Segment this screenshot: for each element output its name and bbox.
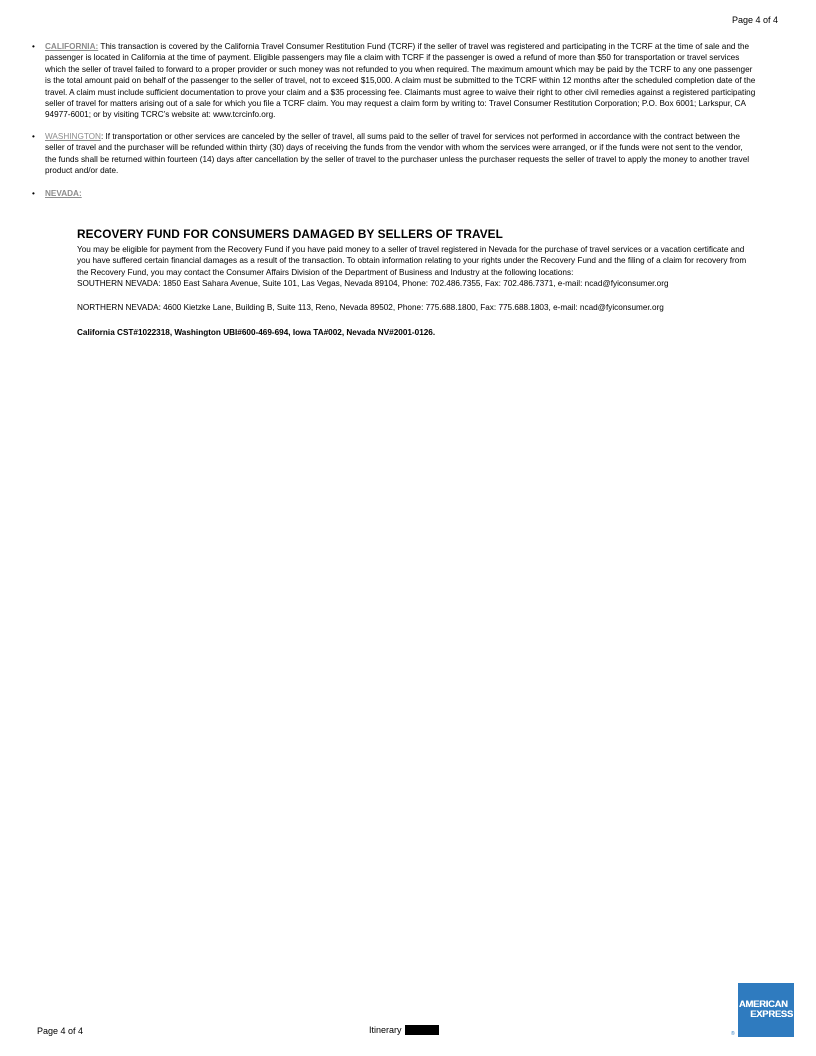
nevada-recovery-heading: RECOVERY FUND FOR CONSUMERS DAMAGED BY SELLERS OF TRAVEL <box>77 227 503 241</box>
registration-numbers: California CST#1022318, Washington UBI#600-469-694, Iowa TA#002, Nevada NV#2001-0126. <box>77 328 436 338</box>
footer-itinerary <box>369 1025 439 1035</box>
northern-nevada-address: NORTHERN NEVADA: 4600 Kietzke Lane, Building B, Suite 113, Reno, Nevada 89502, Phone: 775.688.1800, Fax: 775.688.1803, e-mail: ncad@fyiconsumer.org <box>77 302 664 312</box>
registered-mark-icon: ® <box>731 1031 735 1037</box>
washington-label: WASHINGTON <box>45 131 101 141</box>
itinerary-label: Itinerary <box>369 1025 402 1035</box>
california-text: This transaction is covered by the California Travel Consumer Restitution Fund (TCRF) if the seller of travel was registered and participating in the TCRF at the time of sale and the passenger is located in California at the time of payment. Eligible passengers may file a claim with TCRF if the passenger is owed a refund of more than $50 for transportation or travel services which the seller of travel failed to forward to a proper provider or such money was not refunded to you when required. The maximum amount which may be paid by the TCRF to any one passenger is the total amount paid on behalf of the passenger to the seller of travel, not to exceed $15,000. A claim must be submitted to the TCRF within 12 months after the scheduled completion date of the travel. A claim must include sufficient documentation to prove your claim and a $35 processing fee. Claimants must agree to waive their right to other civil remedies against a registered participating seller of travel for matters arising out of a sale for which you file a TCRF claim. You may request a claim form by writing to: Travel Consumer Restitution Corporation; P.O. Box 6001; Larkspur, CA 94977-6001; or by visiting TCRC’s website at: www.tcrcinfo.org. <box>45 42 756 120</box>
bullet-icon: • <box>32 189 35 199</box>
washington-text: : If transportation or other services are canceled by the seller of travel, all sums paid to the seller of travel for services not performed in accordance with the contract between the seller of travel and the purchaser will be refunded within thirty (30) days of receiving the funds from the vendor with whom the services were arranged, or if the funds were not sent to the vendor, the funds shall be returned within fourteen (14) days after cancellation by the seller of travel to the purchaser unless the purchaser requests the seller of travel to apply the money to another travel product and/or date. <box>45 131 750 176</box>
header-page-number: Page 4 of 4 <box>731 15 778 25</box>
nevada-recovery-paragraph: You may be eligible for payment from the Recovery Fund if you have paid money to a seller of travel registered in Nevada for the purchase of travel services or a vacation certificate and you have suffered certain financial damages as a result of the transaction. To obtain information relating to your rights under the Recovery Fund and the filing of a claim for recovery from the Recovery Fund, you may contact the Consumer Affairs Division of the Department of Business and Industry at the following locations: <box>77 245 747 277</box>
footer-page-number: Page 4 of 4 <box>37 1026 84 1036</box>
disclosures-list <box>32 41 756 200</box>
nevada-disclosure <box>32 188 756 199</box>
logo-line-american: AMERICAN <box>739 999 788 1010</box>
bullet-icon: • <box>32 42 35 51</box>
bullet-icon: • <box>32 131 35 141</box>
california-label: CALIFORNIA: <box>45 42 99 51</box>
american-express-logo <box>738 983 794 1037</box>
southern-nevada-address: SOUTHERN NEVADA: 1850 East Sahara Avenue, Suite 101, Las Vegas, Nevada 89104, Phone: 702.486.7355, Fax: 702.486.7371, e-mail: ncad@fyiconsumer.org <box>77 279 669 289</box>
redacted-itinerary-number <box>405 1025 439 1035</box>
nevada-recovery-body <box>77 244 757 338</box>
nevada-recovery-fund-section <box>77 227 757 347</box>
washington-disclosure <box>32 131 756 177</box>
logo-line-express: EXPRESS <box>750 1009 793 1020</box>
nevada-label: NEVADA: <box>45 189 82 199</box>
california-disclosure <box>32 41 756 121</box>
